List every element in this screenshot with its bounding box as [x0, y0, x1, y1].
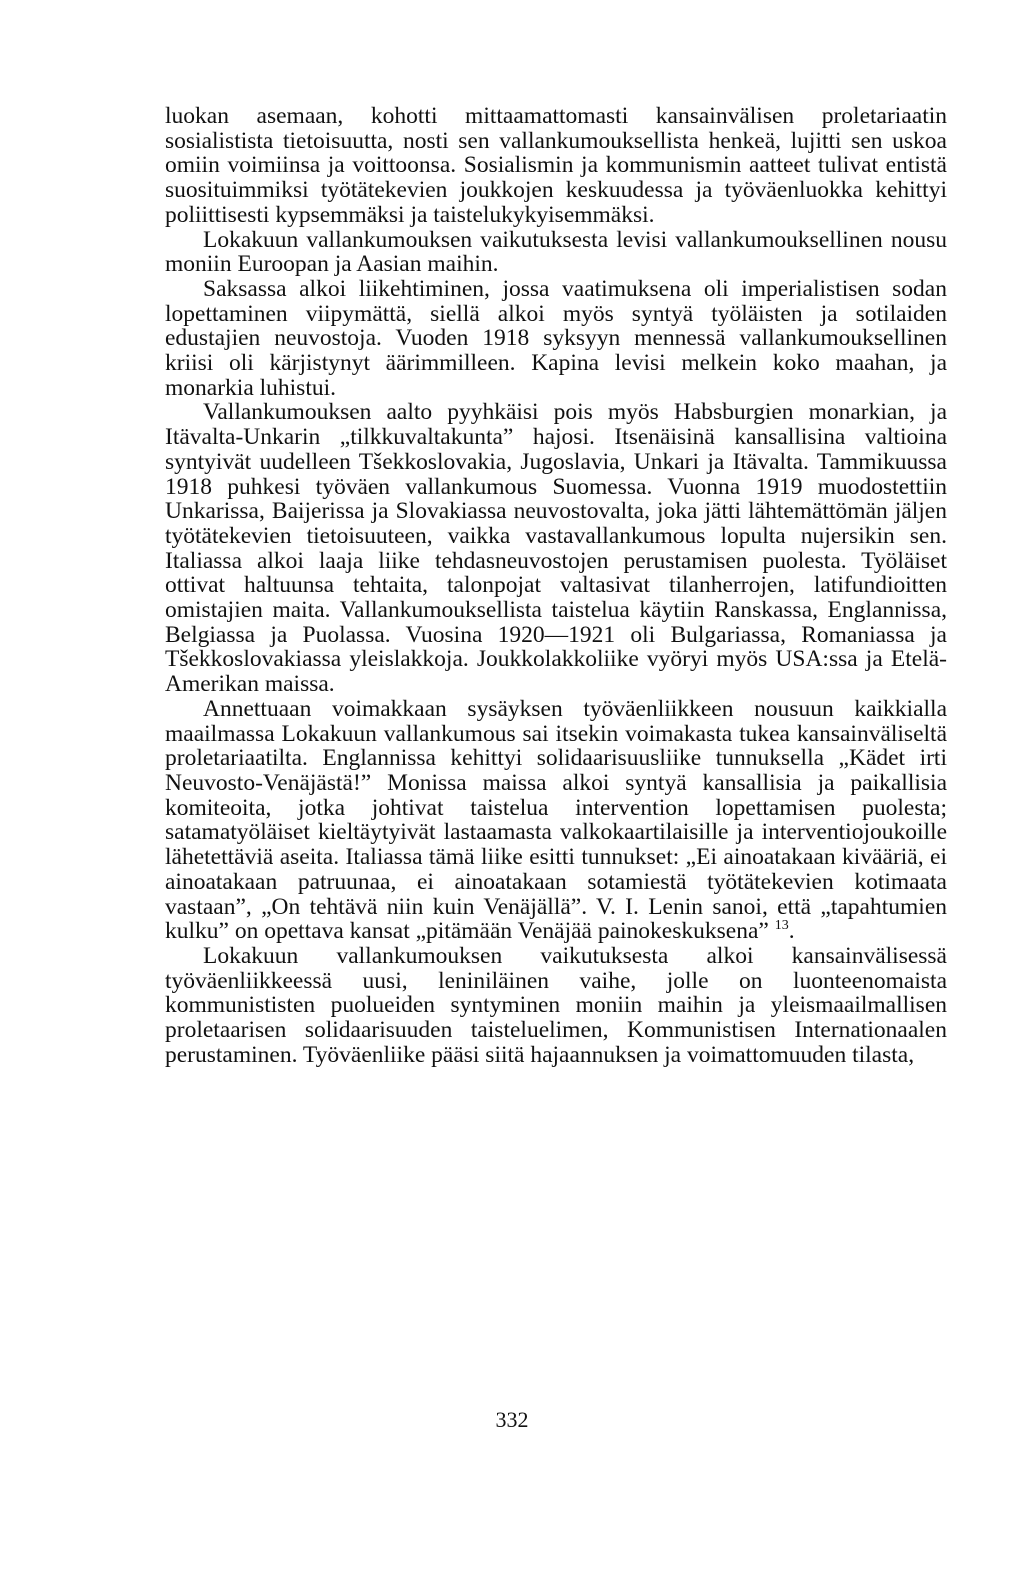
- paragraph: Vallankumouksen aalto pyyhkäisi pois myös Habsburgien monarkian, ja Itävalta-Unkarin „tilkkuvaltakunta” hajosi. Itsenäisinä kansallisina valtioina syntyivät uudelleen Tšekkoslovakia, Jugoslavia, Unkari ja Itävalta. Tammikuussa 1918 puhkesi työväen vallankumous Suomessa. Vuonna 1919 muodostettiin Unkarissa, Baijerissa ja Slovakiassa neuvostovalta, joka jätti lähtemättömän jäljen työtätekevien tietoisuuteen, vaikka vastavallankumous lopulta nujersikin sen. Italiassa alkoi laaja liike tehdasneuvostojen perustamisen puolesta. Työläiset ottivat haltuunsa tehtaita, talonpojat valtasivat tilanherrojen, latifundioitten omistajien maita. Vallankumouksellista taistelua käytiin Ranskassa, Englannissa, Belgiassa ja Puolassa. Vuosina 1920—1921 oli Bulgariassa, Romaniassa ja Tšekkoslovakiassa yleislakkoja. Joukkolakkoliike vyöryi myös USA:ssa ja Etelä-Amerikan maissa.: [165, 399, 947, 698]
- page-body-text: [165, 104, 947, 1067]
- paragraph: Lokakuun vallankumouksen vaikutuksesta levisi vallankumouksellinen nousu moniin Euroopan ja Aasian maihin.: [165, 226, 947, 278]
- paragraph: luokan asemaan, kohotti mittaamattomasti kansainvälisen proletariaatin sosialistista tietoisuutta, nosti sen vallankumouksellista henkeä, lujitti sen uskoa omiin voimiinsa ja voittoonsa. Sosialismin ja kommunismin aatteet tulivat entistä suosituimmiksi työtätekevien joukkojen keskuudessa ja työväenluokka kehittyi poliittisesti kypsemmäksi ja taistelukykyisemmäksi.: [165, 103, 947, 228]
- footnote-tail: .: [788, 918, 795, 945]
- paragraph-text: Annettuaan voimakkaan sysäyksen työväenliikkeen nousuun kaikkialla maailmassa Lokakuun vallankumous sai itsekin voimakasta tukea kansainväliseltä proletariaatilta. Englannissa kehittyi solidaarisuusliike tunnuksella „Kädet irti Neuvosto-Venäjästä!” Monissa maissa alkoi syntyä kansallisia ja paikallisia komiteoita, jotka johtivat taistelua intervention lopettamisen puolesta; satamatyöläiset kieltäytyivät lastaamasta valkokaartilaisille ja interventiojoukoille lähetettäviä aseita. Italiassa tämä liike esitti tunnukset: „Ei ainoatakaan kivääriä, ei ainoatakaan patruunaa, ei ainoatakaan sotamiestä työtätekevien kotimaata vastaan”, „On tehtävä niin kuin Venäjällä”. V. I. Lenin sanoi, että „tapahtumien kulku” on opettava kansat „pitämään Venäjää painokeskuksena”: [165, 695, 947, 945]
- paragraph-with-footnote: [165, 697, 947, 944]
- page-number: 332: [495, 1407, 529, 1432]
- paragraph: Saksassa alkoi liikehtiminen, jossa vaatimuksena oli imperialistisen sodan lopettaminen viipymättä, siellä alkoi myös syntyä työläisten ja sotilaiden edustajien neuvostoja. Vuoden 1918 syksyyn mennessä vallankumouksellinen kriisi oli kärjistynyt äärimmilleen. Kapina levisi melkein koko maahan, ja monarkia luhistui.: [165, 275, 947, 401]
- footnote-reference: 13: [774, 918, 789, 934]
- paragraph: Lokakuun vallankumouksen vaikutuksesta alkoi kansainvälisessä työväenliikkeessä uusi, leniniläinen vaihe, jolle on luonteenomaista kommunististen puolueiden syntyminen moniin maihin ja yleismaailmallisen proletaarisen solidaarisuuden taisteluelimen, Kommunistisen Internationaalen perustaminen. Työväenliike pääsi siitä hajaannuksen ja voimattomuuden tilasta,: [165, 942, 947, 1068]
